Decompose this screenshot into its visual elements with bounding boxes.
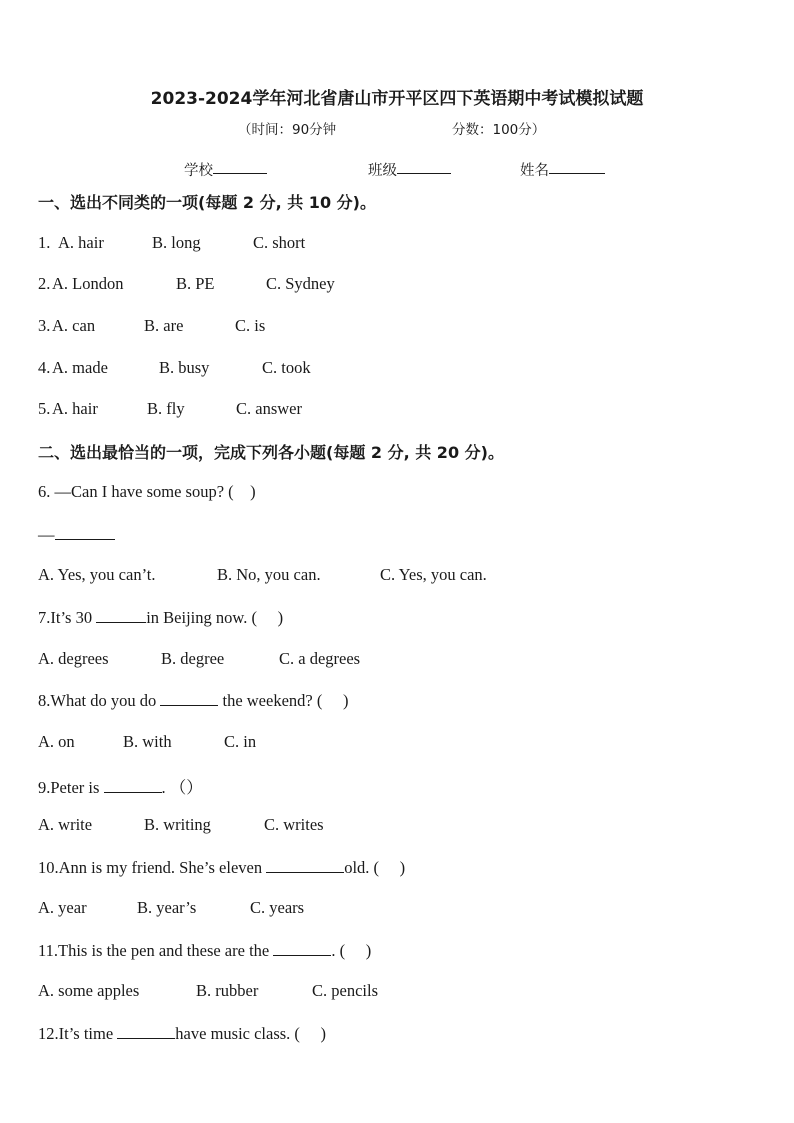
stem-suffix: the weekend? ( ): [218, 691, 349, 710]
name-field: [520, 159, 549, 180]
stem-prefix: 8.What do you do: [38, 691, 161, 710]
stem-suffix: in Beijing now. ( ): [146, 608, 284, 627]
option-b[interactable]: B. are: [144, 316, 184, 335]
section-heading-1: 一、选出不同类的一项(每题 2 分, 共 10 分)。: [38, 193, 376, 212]
answer-blank[interactable]: [117, 1023, 175, 1039]
option-b[interactable]: B. with: [123, 732, 172, 751]
answer-blank[interactable]: [104, 777, 162, 793]
question-9-stem: [38, 774, 203, 798]
question-number: 3.: [38, 316, 51, 335]
school-blank[interactable]: [213, 159, 267, 174]
stem-suffix: . （）: [161, 778, 203, 797]
question-number: 2.: [38, 274, 51, 293]
name-label: 姓名: [520, 163, 549, 179]
section-heading-2: 二、选出最恰当的一项，完成下列各小题(每题 2 分, 共 20 分)。: [38, 443, 504, 462]
option-a[interactable]: A. can: [52, 316, 96, 335]
stem-suffix: have music class. ( ): [175, 1024, 327, 1043]
option-a[interactable]: A. made: [52, 358, 108, 377]
student-info: [0, 159, 794, 179]
stem-suffix: old. ( ): [344, 858, 406, 877]
question-number: 5.: [38, 399, 51, 418]
page-title: 2023-2024学年河北省唐山市开平区四下英语期中考试模拟试题: [150, 89, 644, 109]
option-c[interactable]: C. Yes, you can.: [380, 565, 487, 584]
option-c[interactable]: C. writes: [264, 815, 324, 834]
stem-prefix: 9.Peter is: [38, 778, 104, 797]
class-blank[interactable]: [397, 159, 451, 174]
class-label: 班级: [368, 163, 397, 179]
stem-prefix: 12.It’s time: [38, 1024, 118, 1043]
option-b[interactable]: B. degree: [161, 649, 225, 668]
school-label: 学校: [184, 163, 213, 179]
option-c[interactable]: C. Sydney: [266, 274, 335, 293]
exam-meta: [0, 118, 794, 138]
reply-dash: —: [38, 525, 55, 544]
class-field: [368, 159, 397, 180]
question-6-reply: [38, 524, 115, 545]
option-a[interactable]: A. hair: [52, 399, 98, 418]
question-10-stem: [38, 857, 405, 878]
option-c[interactable]: C. years: [250, 898, 305, 917]
exam-score: 分数：100分）: [452, 122, 546, 138]
option-a[interactable]: A. year: [38, 898, 87, 917]
exam-time: （时间：90分钟: [238, 122, 337, 138]
question-number: 1.: [38, 233, 51, 252]
option-a[interactable]: A. Yes, you can’t.: [38, 565, 156, 584]
option-c[interactable]: C. in: [224, 732, 257, 751]
answer-blank[interactable]: [266, 857, 344, 873]
option-b[interactable]: B. writing: [144, 815, 211, 834]
option-a[interactable]: A. hair: [58, 233, 104, 252]
answer-blank[interactable]: [160, 690, 218, 706]
option-b[interactable]: B. rubber: [196, 981, 259, 1000]
option-c[interactable]: C. pencils: [312, 981, 378, 1000]
option-c[interactable]: C. a degrees: [279, 649, 361, 668]
question-6-stem: 6. —Can I have some soup? ( ): [38, 482, 256, 501]
option-b[interactable]: B. busy: [159, 358, 210, 377]
option-b[interactable]: B. year’s: [137, 898, 197, 917]
stem-prefix: 7.It’s 30: [38, 608, 97, 627]
stem-prefix: 10.Ann is my friend. She’s eleven: [38, 858, 267, 877]
question-8-stem: [38, 690, 348, 711]
option-b[interactable]: B. fly: [147, 399, 185, 418]
question-7-stem: [38, 607, 283, 628]
option-b[interactable]: B. PE: [176, 274, 215, 293]
option-c[interactable]: C. took: [262, 358, 311, 377]
stem-prefix: 11.This is the pen and these are the: [38, 941, 274, 960]
answer-blank[interactable]: [273, 940, 331, 956]
answer-blank[interactable]: [55, 524, 115, 540]
question-11-stem: [38, 940, 371, 961]
option-a[interactable]: A. write: [38, 815, 93, 834]
option-c[interactable]: C. short: [253, 233, 306, 252]
stem-suffix: . ( ): [331, 941, 372, 960]
name-blank[interactable]: [549, 159, 605, 174]
option-a[interactable]: A. degrees: [38, 649, 109, 668]
option-b[interactable]: B. No, you can.: [217, 565, 321, 584]
question-number: 4.: [38, 358, 51, 377]
school-field: [184, 159, 213, 180]
question-12-stem: [38, 1023, 326, 1044]
answer-blank[interactable]: [96, 607, 146, 623]
option-b[interactable]: B. long: [152, 233, 201, 252]
option-c[interactable]: C. answer: [236, 399, 302, 418]
option-a[interactable]: A. London: [52, 274, 124, 293]
option-c[interactable]: C. is: [235, 316, 266, 335]
option-a[interactable]: A. on: [38, 732, 75, 751]
option-a[interactable]: A. some apples: [38, 981, 140, 1000]
